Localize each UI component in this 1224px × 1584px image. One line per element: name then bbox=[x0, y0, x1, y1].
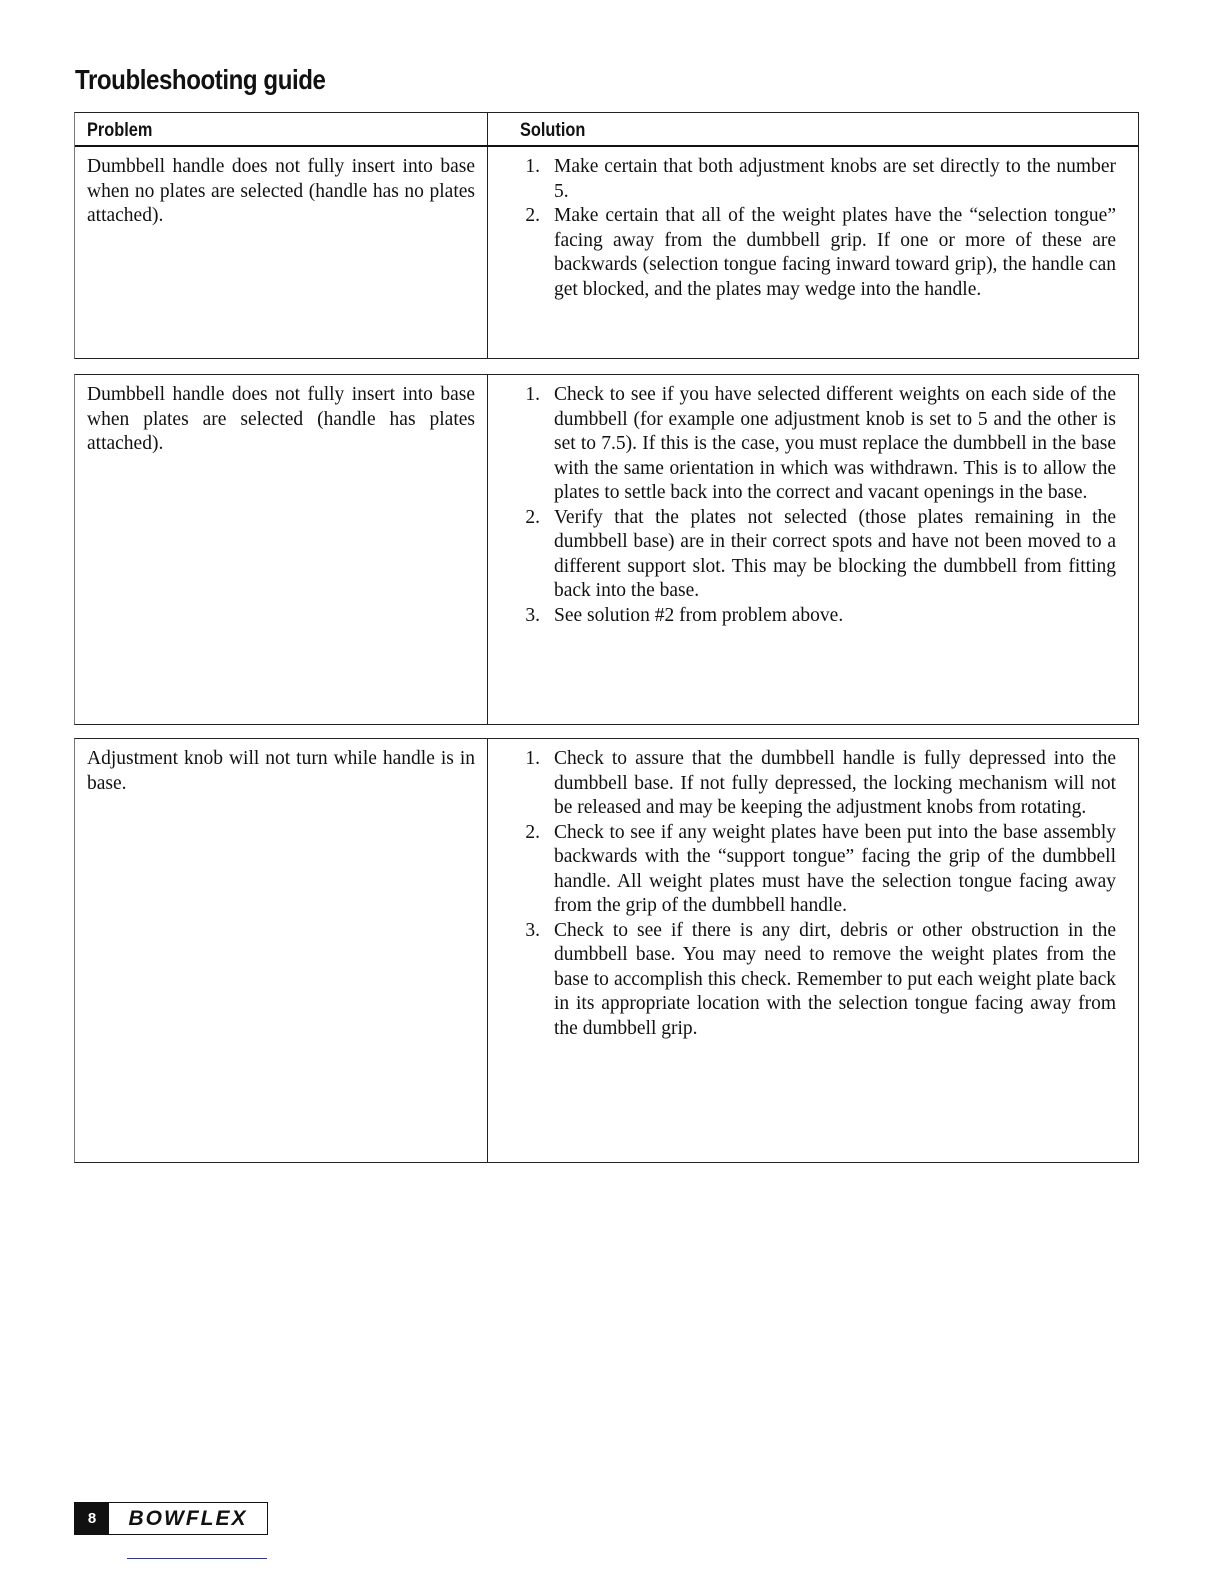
problem-cell: Adjustment knob will not turn while handle is in base. bbox=[75, 739, 488, 1162]
solution-item: 1. Make certain that both adjustment knobs are set directly to the number 5. bbox=[525, 156, 1116, 202]
problem-cell: Dumbbell handle does not fully insert into base when plates are selected (handle has plates attached). bbox=[75, 375, 488, 724]
solution-item: 2. Make certain that all of the weight plates have the “selection tongue” facing away from the dumbbell grip. If one or more of these are backwards (selection tongue facing inward toward grip), the handle can get blocked, and the plates may wedge into the handle. bbox=[525, 205, 1116, 300]
solution-cell bbox=[488, 147, 1138, 358]
solution-item: 1. Check to see if you have selected different weights on each side of the dumbbell (for example one adjustment knob is set to 5 and the other is set to 7.5). If this is the case, you must replace the dumbbell in the base with the same orientation in which was withdrawn. This is to allow the plates to settle back into the correct and vacant openings in the base. bbox=[525, 384, 1116, 503]
solution-item: 1. Check to assure that the dumbbell handle is fully depressed into the dumbbell base. If not fully depressed, the locking mechanism will not be released and may be keeping the adjustment knobs from rotating. bbox=[525, 748, 1116, 818]
problem-cell: Dumbbell handle does not fully insert into base when no plates are selected (handle has no plates attached). bbox=[75, 147, 488, 358]
page-title: Troubleshooting guide bbox=[75, 64, 326, 95]
solution-item: 3. See solution #2 from problem above. bbox=[525, 604, 844, 626]
page-number: 8 bbox=[75, 1503, 109, 1534]
table-row bbox=[75, 147, 1138, 358]
solution-cell bbox=[488, 375, 1138, 724]
troubleshooting-table-2 bbox=[74, 374, 1139, 725]
troubleshooting-table-1 bbox=[74, 112, 1139, 359]
solution-item: 2. Verify that the plates not selected (those plates remaining in the dumbbell base) are in their correct spots and have not been moved to a different support slot. This may be blocking the dumbbell from fitting back into the base. bbox=[525, 506, 1116, 601]
link-underline[interactable] bbox=[127, 1558, 267, 1559]
header-solution: Solution bbox=[520, 120, 586, 141]
troubleshooting-table-3 bbox=[74, 738, 1139, 1163]
table-row bbox=[75, 375, 1138, 724]
solution-item: 2. Check to see if any weight plates have been put into the base assembly backwards with the “support tongue” facing the grip of the dumbbell handle. All weight plates must have the selection tongue facing away from the grip of the dumbbell handle. bbox=[525, 821, 1116, 916]
header-problem: Problem bbox=[87, 120, 153, 141]
solution-cell bbox=[488, 739, 1138, 1162]
table-header bbox=[75, 113, 1138, 147]
bowflex-logo: BOWFLEX bbox=[128, 1506, 248, 1530]
solution-item: 3. Check to see if there is any dirt, debris or other obstruction in the dumbbell base. You may need to remove the weight plates from the base to accomplish this check. Remember to put each weight plate back in its appropriate location with the selection tongue facing away from the dumbbell grip. bbox=[525, 919, 1116, 1039]
footer-brand-block bbox=[74, 1502, 268, 1535]
table-row bbox=[75, 739, 1138, 1162]
